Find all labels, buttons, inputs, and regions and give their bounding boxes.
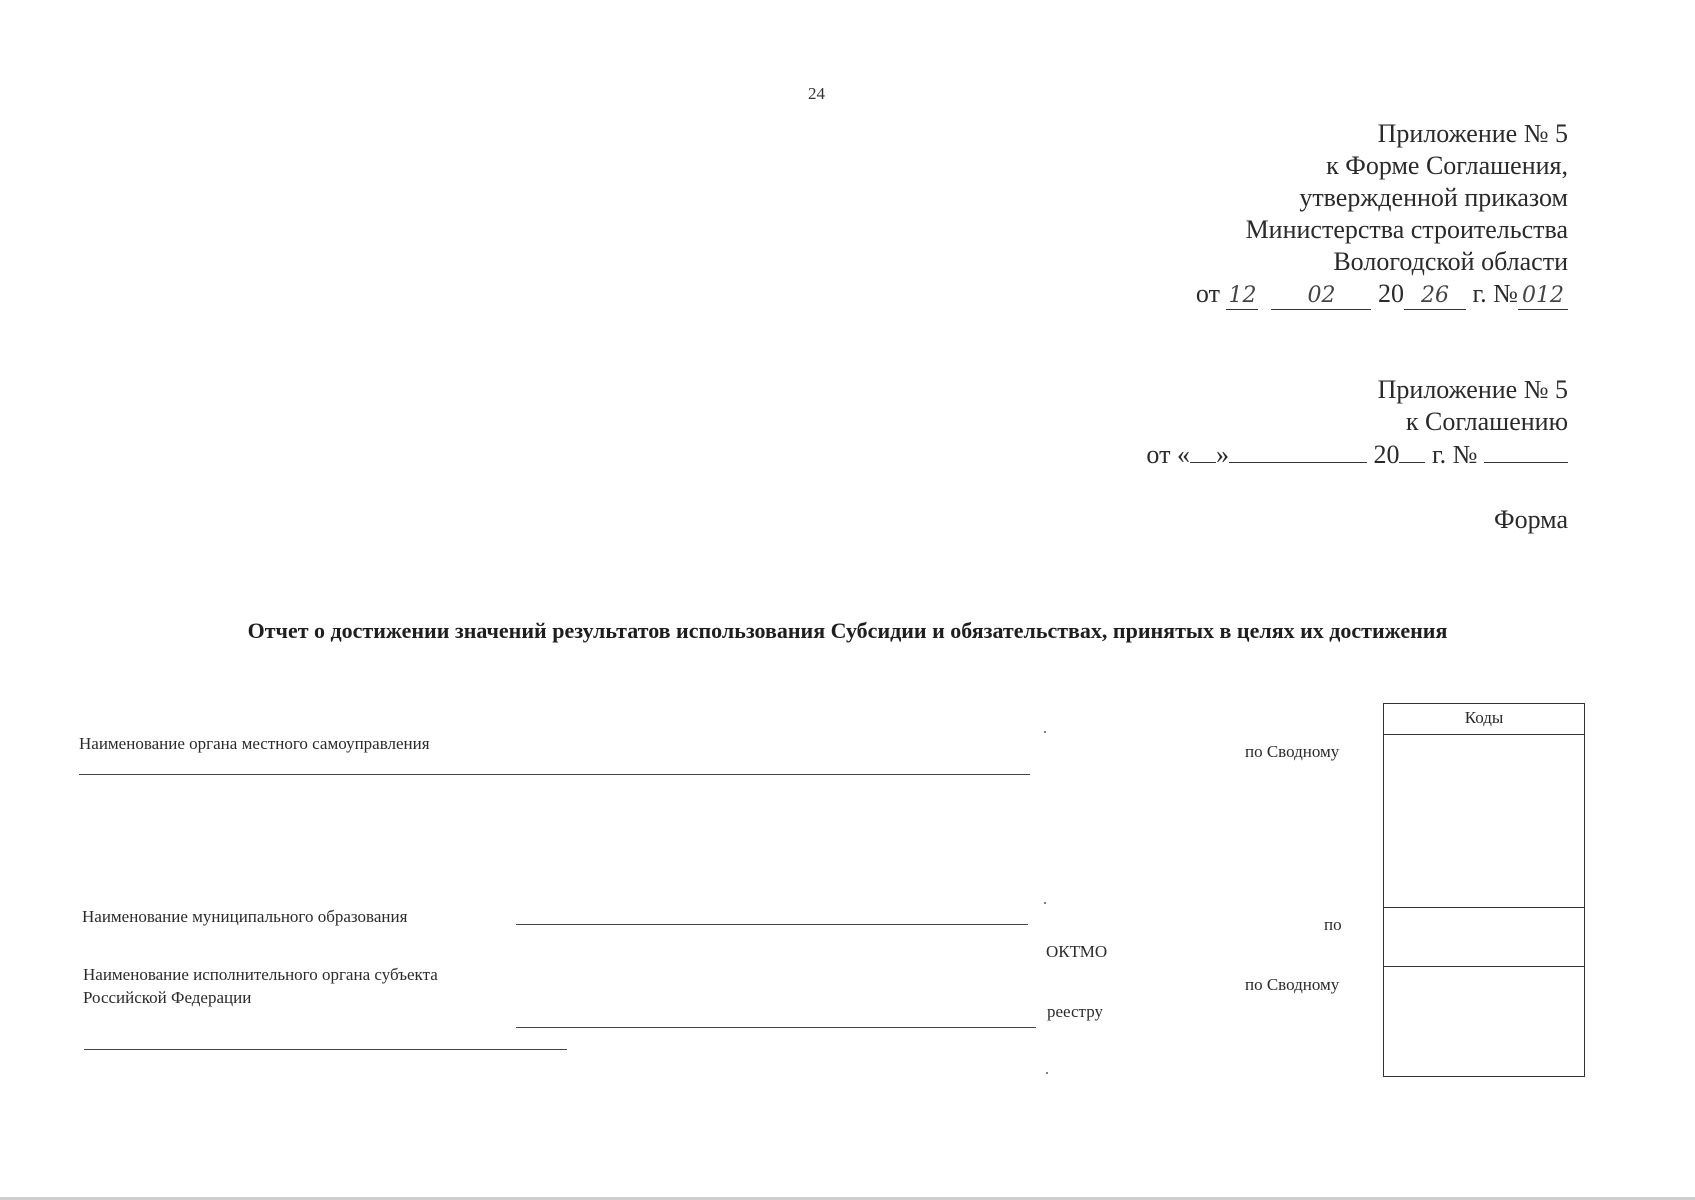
field-line-local-government <box>79 774 1030 775</box>
label-municipality: Наименование муниципального образования <box>82 907 408 926</box>
dot-mark <box>1044 902 1046 904</box>
appendix-form-block <box>1196 118 1568 310</box>
day-blank <box>1190 438 1216 463</box>
code-cell-svodnomu <box>1384 735 1584 908</box>
label-executive-body-2: Российской Федерации <box>83 988 252 1007</box>
code-cell-oktmo <box>1384 908 1584 967</box>
appendix-title: Приложение № 5 <box>1377 375 1568 404</box>
dot-mark <box>1044 731 1046 733</box>
codes-table <box>1383 703 1585 1077</box>
appendix-line: к Форме Соглашения, <box>1326 151 1568 180</box>
label-oktmo: ОКТМО <box>1046 942 1108 961</box>
field-line-executive-body <box>516 1027 1036 1028</box>
appendix-line: утвержденной приказом <box>1299 183 1568 212</box>
dot-mark <box>1046 1072 1048 1074</box>
appendix-agreement-block <box>1146 374 1568 471</box>
code-cell-reestru <box>1384 967 1584 1075</box>
agreement-date-line: от « » 20 г. № <box>1146 438 1568 471</box>
form-label: Форма <box>1494 505 1568 534</box>
page-number: 24 <box>808 84 825 103</box>
field-line-executive-body-2 <box>84 1049 567 1050</box>
order-year: 26 <box>1404 283 1466 310</box>
appendix-title: Приложение № 5 <box>1377 119 1568 148</box>
order-date-line: от 12 02 20 26 г. № 012 <box>1196 278 1568 310</box>
order-month: 02 <box>1271 283 1371 310</box>
label-reestru: реестру <box>1047 1002 1103 1021</box>
label-po-svodnomu-2: по Сводному <box>1245 975 1340 994</box>
appendix-line: Министерства строительства <box>1245 215 1568 244</box>
report-title: Отчет о достижении значений результатов использования Субсидии и обязательствах, принятых в целях их достижения <box>247 618 1448 643</box>
appendix-line: Вологодской области <box>1333 247 1568 276</box>
codes-header: Коды <box>1384 704 1584 735</box>
number-blank <box>1484 438 1568 463</box>
field-line-municipality <box>516 924 1028 925</box>
label-executive-body-1: Наименование исполнительного органа субъекта <box>83 965 438 984</box>
label-po: по <box>1324 915 1342 934</box>
label-po-svodnomu-1: по Сводному <box>1245 742 1340 761</box>
appendix-line: к Соглашению <box>1405 407 1568 436</box>
month-blank <box>1229 438 1367 463</box>
label-local-government: Наименование органа местного самоуправления <box>79 734 430 753</box>
year-blank <box>1399 438 1425 463</box>
order-number: 012 <box>1518 283 1568 310</box>
order-day: 12 <box>1228 283 1257 308</box>
